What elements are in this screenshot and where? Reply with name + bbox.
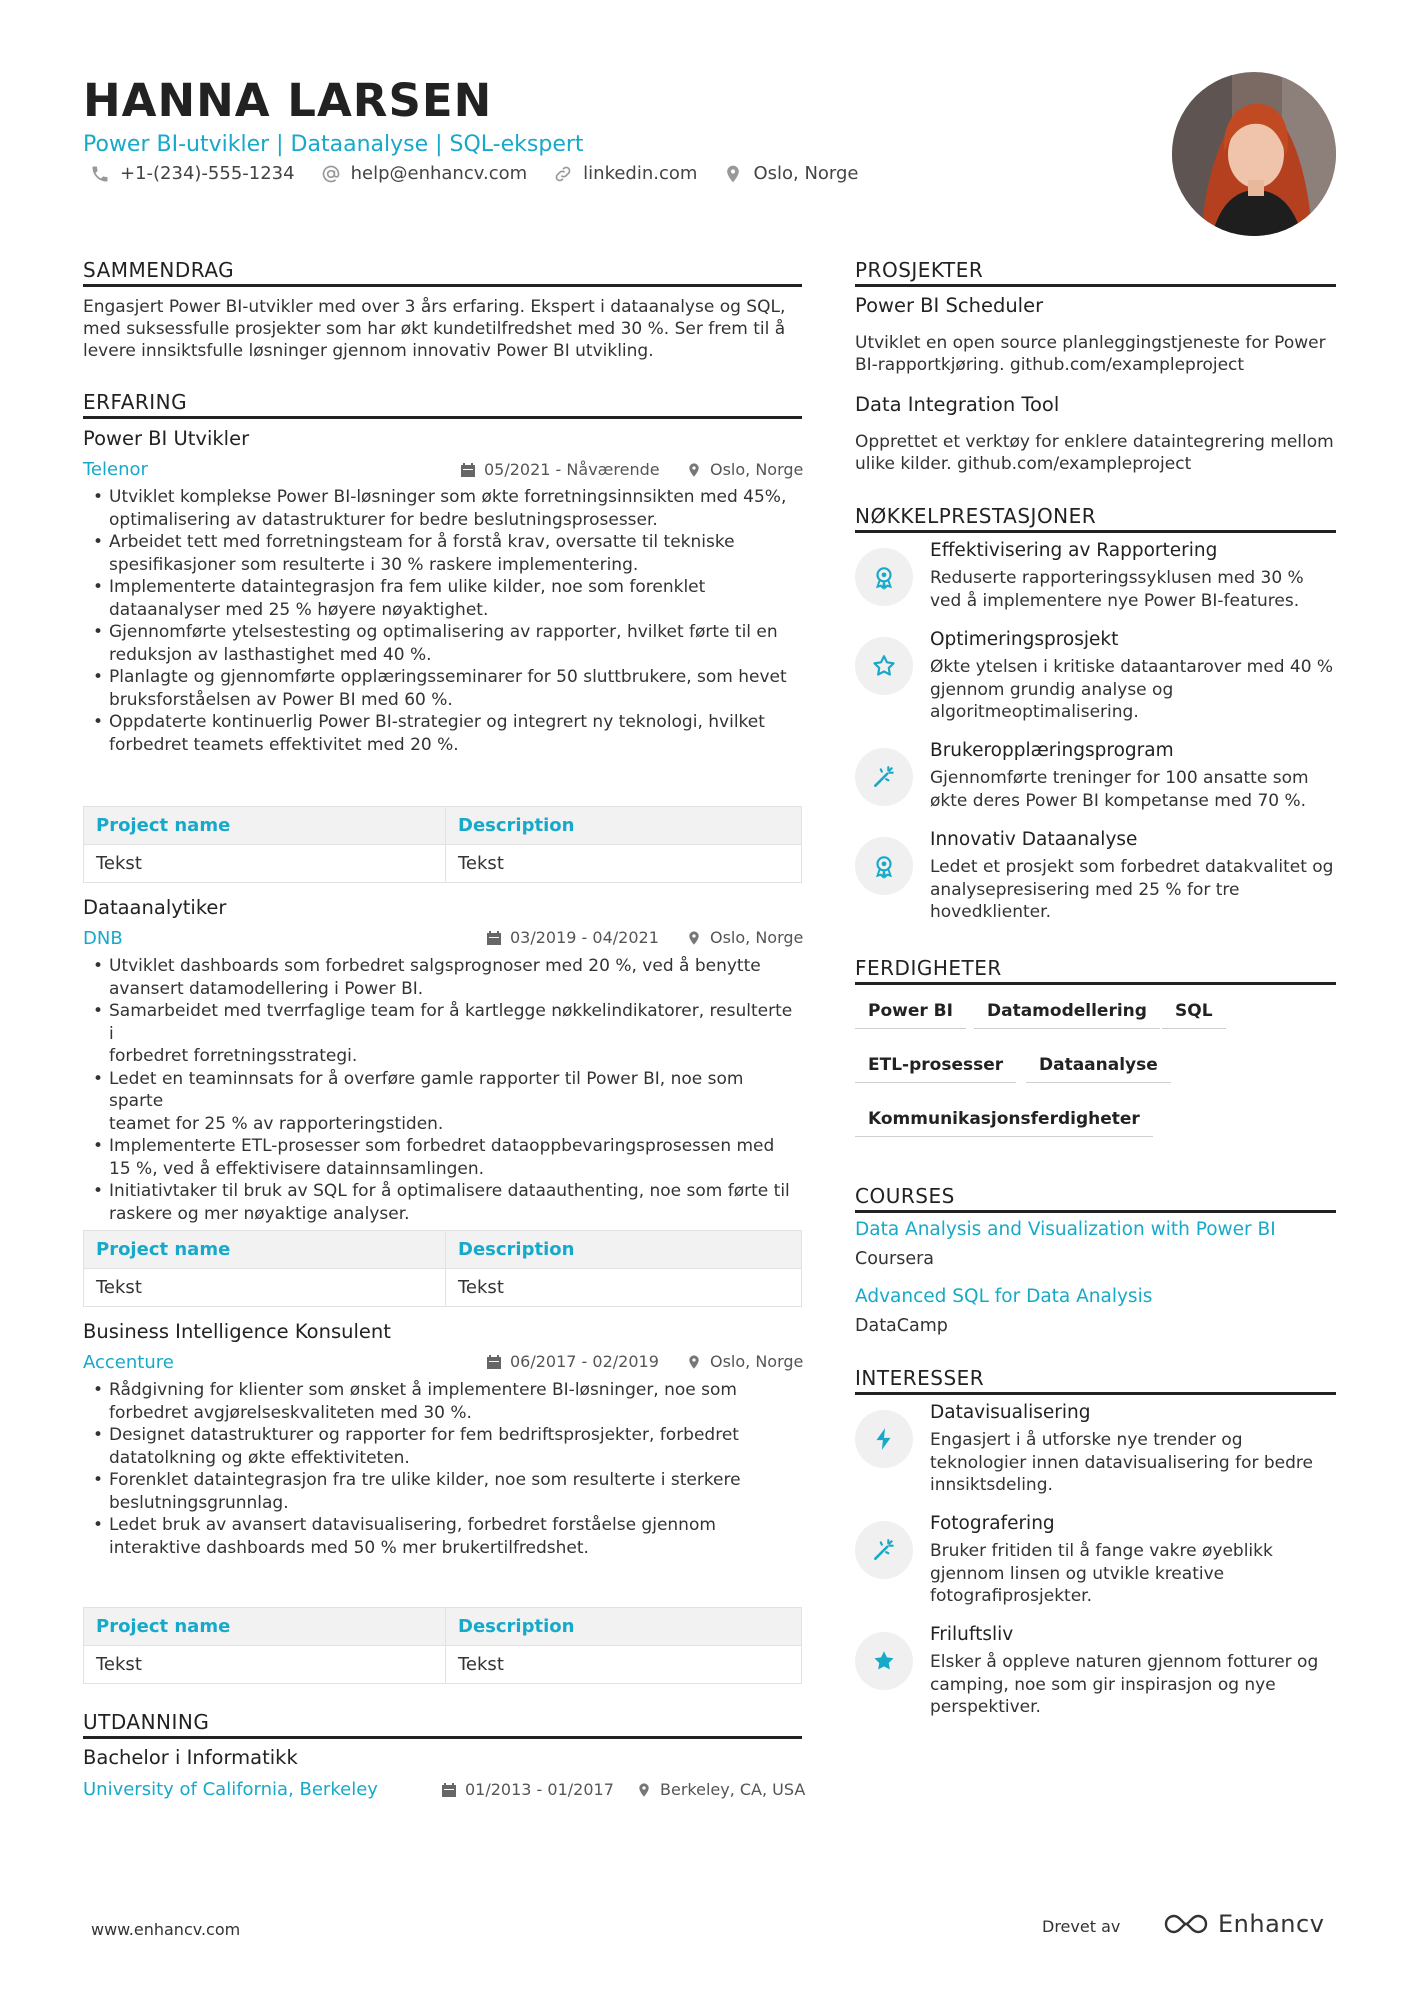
summary-line: levere innsiktsfulle løsninger gjennom innovativ Power BI utvikling.: [83, 341, 654, 361]
contact-email[interactable]: [321, 163, 528, 184]
description-cell: Tekst: [446, 845, 802, 883]
achievement-title: Optimeringsprosjekt: [930, 629, 1119, 650]
bullet-item: • Oppdaterte kontinuerlig Power BI-strategier og integrert ny teknologi, hvilket forbedret teamets effektivitet med 20 %.: [83, 711, 793, 756]
bullet-item: • Samarbeidet med tverrfaglige team for å kartlegge nøkkelindikatorer, resulterte i forbedret forretningsstrategi.: [83, 1000, 793, 1068]
job-role: Business Intelligence Konsulent: [83, 1320, 391, 1343]
location-pin-icon: [636, 1782, 652, 1798]
education-dates: [441, 1780, 614, 1799]
bullet-item: • Forenklet dataintegrasjon fra tre ulike kilder, noe som resulterte i sterkere beslutningsgrunnlag.: [83, 1469, 793, 1514]
job-dates-text: 03/2019 - 04/2021: [510, 928, 659, 947]
skill-tag: Datamodellering: [974, 1001, 1160, 1029]
footer-website[interactable]: www.enhancv.com: [91, 1920, 241, 1939]
skill-tag: Kommunikasjonsferdigheter: [855, 1109, 1153, 1137]
job-location-text: Oslo, Norge: [710, 928, 804, 947]
bullet-item: • Gjennomførte ytelsestesting og optimalisering av rapporter, hvilket førte til en reduksjon av lasthastighet med 40 %.: [83, 621, 793, 666]
courses-heading: COURSES: [855, 1184, 1336, 1213]
calendar-icon: [460, 462, 476, 478]
interests-heading: INTERESSER: [855, 1366, 1336, 1395]
bullet-item: • Ledet bruk av avansert datavisualisering, forbedret forståelse gjennom interaktive dashboards med 50 % mer brukertilfredshet.: [83, 1514, 793, 1559]
contact-linkedin[interactable]: [553, 163, 697, 184]
job-bullets: [83, 955, 793, 1225]
achievement-description: Økte ytelsen i kritiske dataantarover med 40 % gjennom grundig analyse og algoritmeoptimalisering.: [930, 657, 1334, 722]
job-bullets: [83, 486, 793, 756]
calendar-icon: [486, 1354, 502, 1370]
lightning-icon: [855, 1410, 913, 1468]
portrait-illustration: [1172, 72, 1336, 236]
bullet-item: • Planlagte og gjennomførte opplæringsseminarer for 50 sluttbrukere, som hevet bruksforståelsen av Power BI med 60 %.: [83, 666, 793, 711]
project-title: Data Integration Tool: [855, 393, 1060, 416]
course-title: Advanced SQL for Data Analysis: [855, 1286, 1153, 1307]
projects-heading: PROSJEKTER: [855, 258, 1336, 287]
summary-line: med suksessfulle prosjekter som har økt kundetilfredshet med 30 %. Ser frem til å: [83, 319, 786, 339]
school-name: University of California, Berkeley: [83, 1779, 378, 1800]
job-role: Dataanalytiker: [83, 896, 227, 919]
project-table: [83, 1230, 802, 1307]
project-name-header: Project name: [84, 1231, 446, 1269]
job-bullets: [83, 1379, 793, 1559]
star-outline-icon: [855, 637, 913, 695]
skills-heading: FERDIGHETER: [855, 956, 1336, 985]
project-table: [83, 806, 802, 883]
experience-heading: ERFARING: [83, 390, 802, 419]
email-text: help@enhancv.com: [350, 163, 528, 184]
interest-title: Friluftsliv: [930, 1624, 1014, 1645]
bullet-item: • Utviklet dashboards som forbedret salgsprognoser med 20 %, ved å benytte avansert datamodellering i Power BI.: [83, 955, 793, 1000]
achievement-title: Effektivisering av Rapportering: [930, 540, 1218, 561]
job-dates: [486, 928, 659, 947]
phone-icon: [90, 164, 110, 184]
description-header: Description: [446, 807, 802, 845]
description-cell: Tekst: [446, 1646, 802, 1684]
bullet-item: • Initiativtaker til bruk av SQL for å optimalisere dataauthenting, noe som førte til raskere og mer nøyaktige analyser.: [83, 1180, 793, 1225]
achievement-description: Ledet et prosjekt som forbedret datakvalitet og analysepresisering med 25 % for tre hovedklienter.: [930, 857, 1334, 922]
achievement-title: Innovativ Dataanalyse: [930, 829, 1138, 850]
location-pin-icon: [723, 164, 743, 184]
magic-wand-icon: [855, 1521, 913, 1579]
degree-title: Bachelor i Informatikk: [83, 1746, 298, 1769]
job-location: [686, 1352, 803, 1371]
link-icon: [553, 164, 573, 184]
job-dates-text: 06/2017 - 02/2019: [510, 1352, 659, 1371]
bullet-item: • Arbeidet tett med forretningsteam for å forstå krav, oversatte til tekniske spesifikasjoner som resulterte i 30 % raskere implementering.: [83, 531, 793, 576]
location-pin-icon: [686, 1354, 702, 1370]
profile-photo: [1172, 72, 1336, 236]
achievement-description: Reduserte rapporteringssyklusen med 30 % ved å implementere nye Power BI-features.: [930, 568, 1304, 611]
project-name-header: Project name: [84, 807, 446, 845]
location-pin-icon: [686, 462, 702, 478]
phone-text: +1-(234)-555-1234: [120, 163, 295, 184]
project-description: Utviklet en open source planleggingstjeneste for Power BI-rapportkjøring. github.com/exampleproject: [855, 333, 1326, 375]
enhancv-logo-text: Enhancv: [1218, 1910, 1325, 1938]
course-title: Data Analysis and Visualization with Power BI: [855, 1219, 1276, 1240]
job-company: DNB: [83, 928, 123, 949]
bullet-item: • Utviklet komplekse Power BI-løsninger som økte forretningsinnsikten med 45%, optimalisering av datastrukturer for bedre beslutningsprosesser.: [83, 486, 793, 531]
calendar-icon: [441, 1782, 457, 1798]
bullet-item: • Rådgivning for klienter som ønsket å implementere BI-løsninger, noe som forbedret avgjørelseskvaliteten med 30 %.: [83, 1379, 793, 1424]
interest-description: Engasjert i å utforske nye trender og teknologier innen datavisualisering for bedre innsiktsdeling.: [930, 1430, 1314, 1495]
interest-title: Datavisualisering: [930, 1402, 1091, 1423]
education-heading: UTDANNING: [83, 1710, 802, 1739]
project-title: Power BI Scheduler: [855, 294, 1044, 317]
achievements-heading: NØKKELPRESTASJONER: [855, 504, 1336, 533]
skill-tag: ETL-prosesser: [855, 1055, 1016, 1083]
interest-title: Fotografering: [930, 1513, 1055, 1534]
star-filled-icon: [855, 1632, 913, 1690]
linkedin-text: linkedin.com: [583, 163, 698, 184]
education-dates-text: 01/2013 - 01/2017: [465, 1780, 614, 1799]
award-icon: [855, 837, 913, 895]
job-location-text: Oslo, Norge: [710, 460, 804, 479]
education-location: [636, 1780, 805, 1799]
award-icon: [855, 548, 913, 606]
contact-location: [723, 163, 858, 184]
interest-description: Bruker fritiden til å fange vakre øyeblikk gjennom linsen og utvikle kreative fotografiprosjekter.: [930, 1541, 1273, 1606]
education-location-text: Berkeley, CA, USA: [660, 1780, 806, 1799]
project-name-header: Project name: [84, 1608, 446, 1646]
course-provider: DataCamp: [855, 1316, 948, 1336]
description-cell: Tekst: [446, 1269, 802, 1307]
bullet-item: • Designet datastrukturer og rapporter for fem bedriftsprosjekter, forbedret datatolkning og økte effektiviteten.: [83, 1424, 793, 1469]
achievement-description: Gjennomførte treninger for 100 ansatte som økte deres Power BI kompetanse med 70 %.: [930, 768, 1309, 811]
summary-heading: SAMMENDRAG: [83, 258, 802, 287]
job-location: [686, 460, 803, 479]
job-location: [686, 928, 803, 947]
description-header: Description: [446, 1608, 802, 1646]
description-header: Description: [446, 1231, 802, 1269]
footer-powered-by: Drevet av: [1042, 1917, 1121, 1936]
bullet-item: • Implementerte dataintegrasjon fra fem ulike kilder, noe som forenklet dataanalyser med 25 % høyere nøyaktighet.: [83, 576, 793, 621]
candidate-name: HANNA LARSEN: [83, 74, 493, 127]
location-pin-icon: [686, 930, 702, 946]
job-dates: [486, 1352, 659, 1371]
job-company: Accenture: [83, 1352, 174, 1373]
enhancv-logo-icon: [1162, 1911, 1210, 1937]
project-name-cell: Tekst: [84, 845, 446, 883]
skill-tag: Power BI: [855, 1001, 966, 1029]
bullet-item: • Implementerte ETL-prosesser som forbedret dataoppbevaringsprosessen med 15 %, ved å effektivisere datainnsamlingen.: [83, 1135, 793, 1180]
candidate-title: Power BI-utvikler | Dataanalyse | SQL-ekspert: [83, 132, 584, 157]
skill-tag: Dataanalyse: [1026, 1055, 1171, 1083]
project-table: [83, 1607, 802, 1684]
interest-description: Elsker å oppleve naturen gjennom fotturer og camping, noe som gir inspirasjon og nye perspektiver.: [930, 1652, 1319, 1717]
summary-line: Engasjert Power BI-utvikler med over 3 års erfaring. Ekspert i dataanalyse og SQL,: [83, 297, 786, 317]
bullet-item: • Ledet en teaminnsats for å overføre gamle rapporter til Power BI, noe som sparte teamet for 25 % av rapporteringstiden.: [83, 1068, 793, 1136]
job-dates: [460, 460, 660, 479]
achievement-title: Brukeropplæringsprogram: [930, 740, 1174, 761]
project-name-cell: Tekst: [84, 1269, 446, 1307]
job-company: Telenor: [83, 459, 148, 480]
location-text: Oslo, Norge: [753, 163, 859, 184]
contact-bar: [90, 163, 859, 184]
magic-wand-icon: [855, 748, 913, 806]
enhancv-logo[interactable]: [1162, 1910, 1324, 1938]
summary-text: [83, 296, 802, 362]
job-dates-text: 05/2021 - Nåværende: [484, 460, 660, 479]
job-location-text: Oslo, Norge: [710, 1352, 804, 1371]
contact-phone[interactable]: [90, 163, 295, 184]
at-icon: [321, 164, 341, 184]
project-description: Opprettet et verktøy for enklere dataintegrering mellom ulike kilder. github.com/exampleproject: [855, 432, 1334, 474]
project-name-cell: Tekst: [84, 1646, 446, 1684]
calendar-icon: [486, 930, 502, 946]
course-provider: Coursera: [855, 1249, 935, 1269]
skill-tag: SQL: [1162, 1001, 1226, 1029]
job-role: Power BI Utvikler: [83, 427, 250, 450]
